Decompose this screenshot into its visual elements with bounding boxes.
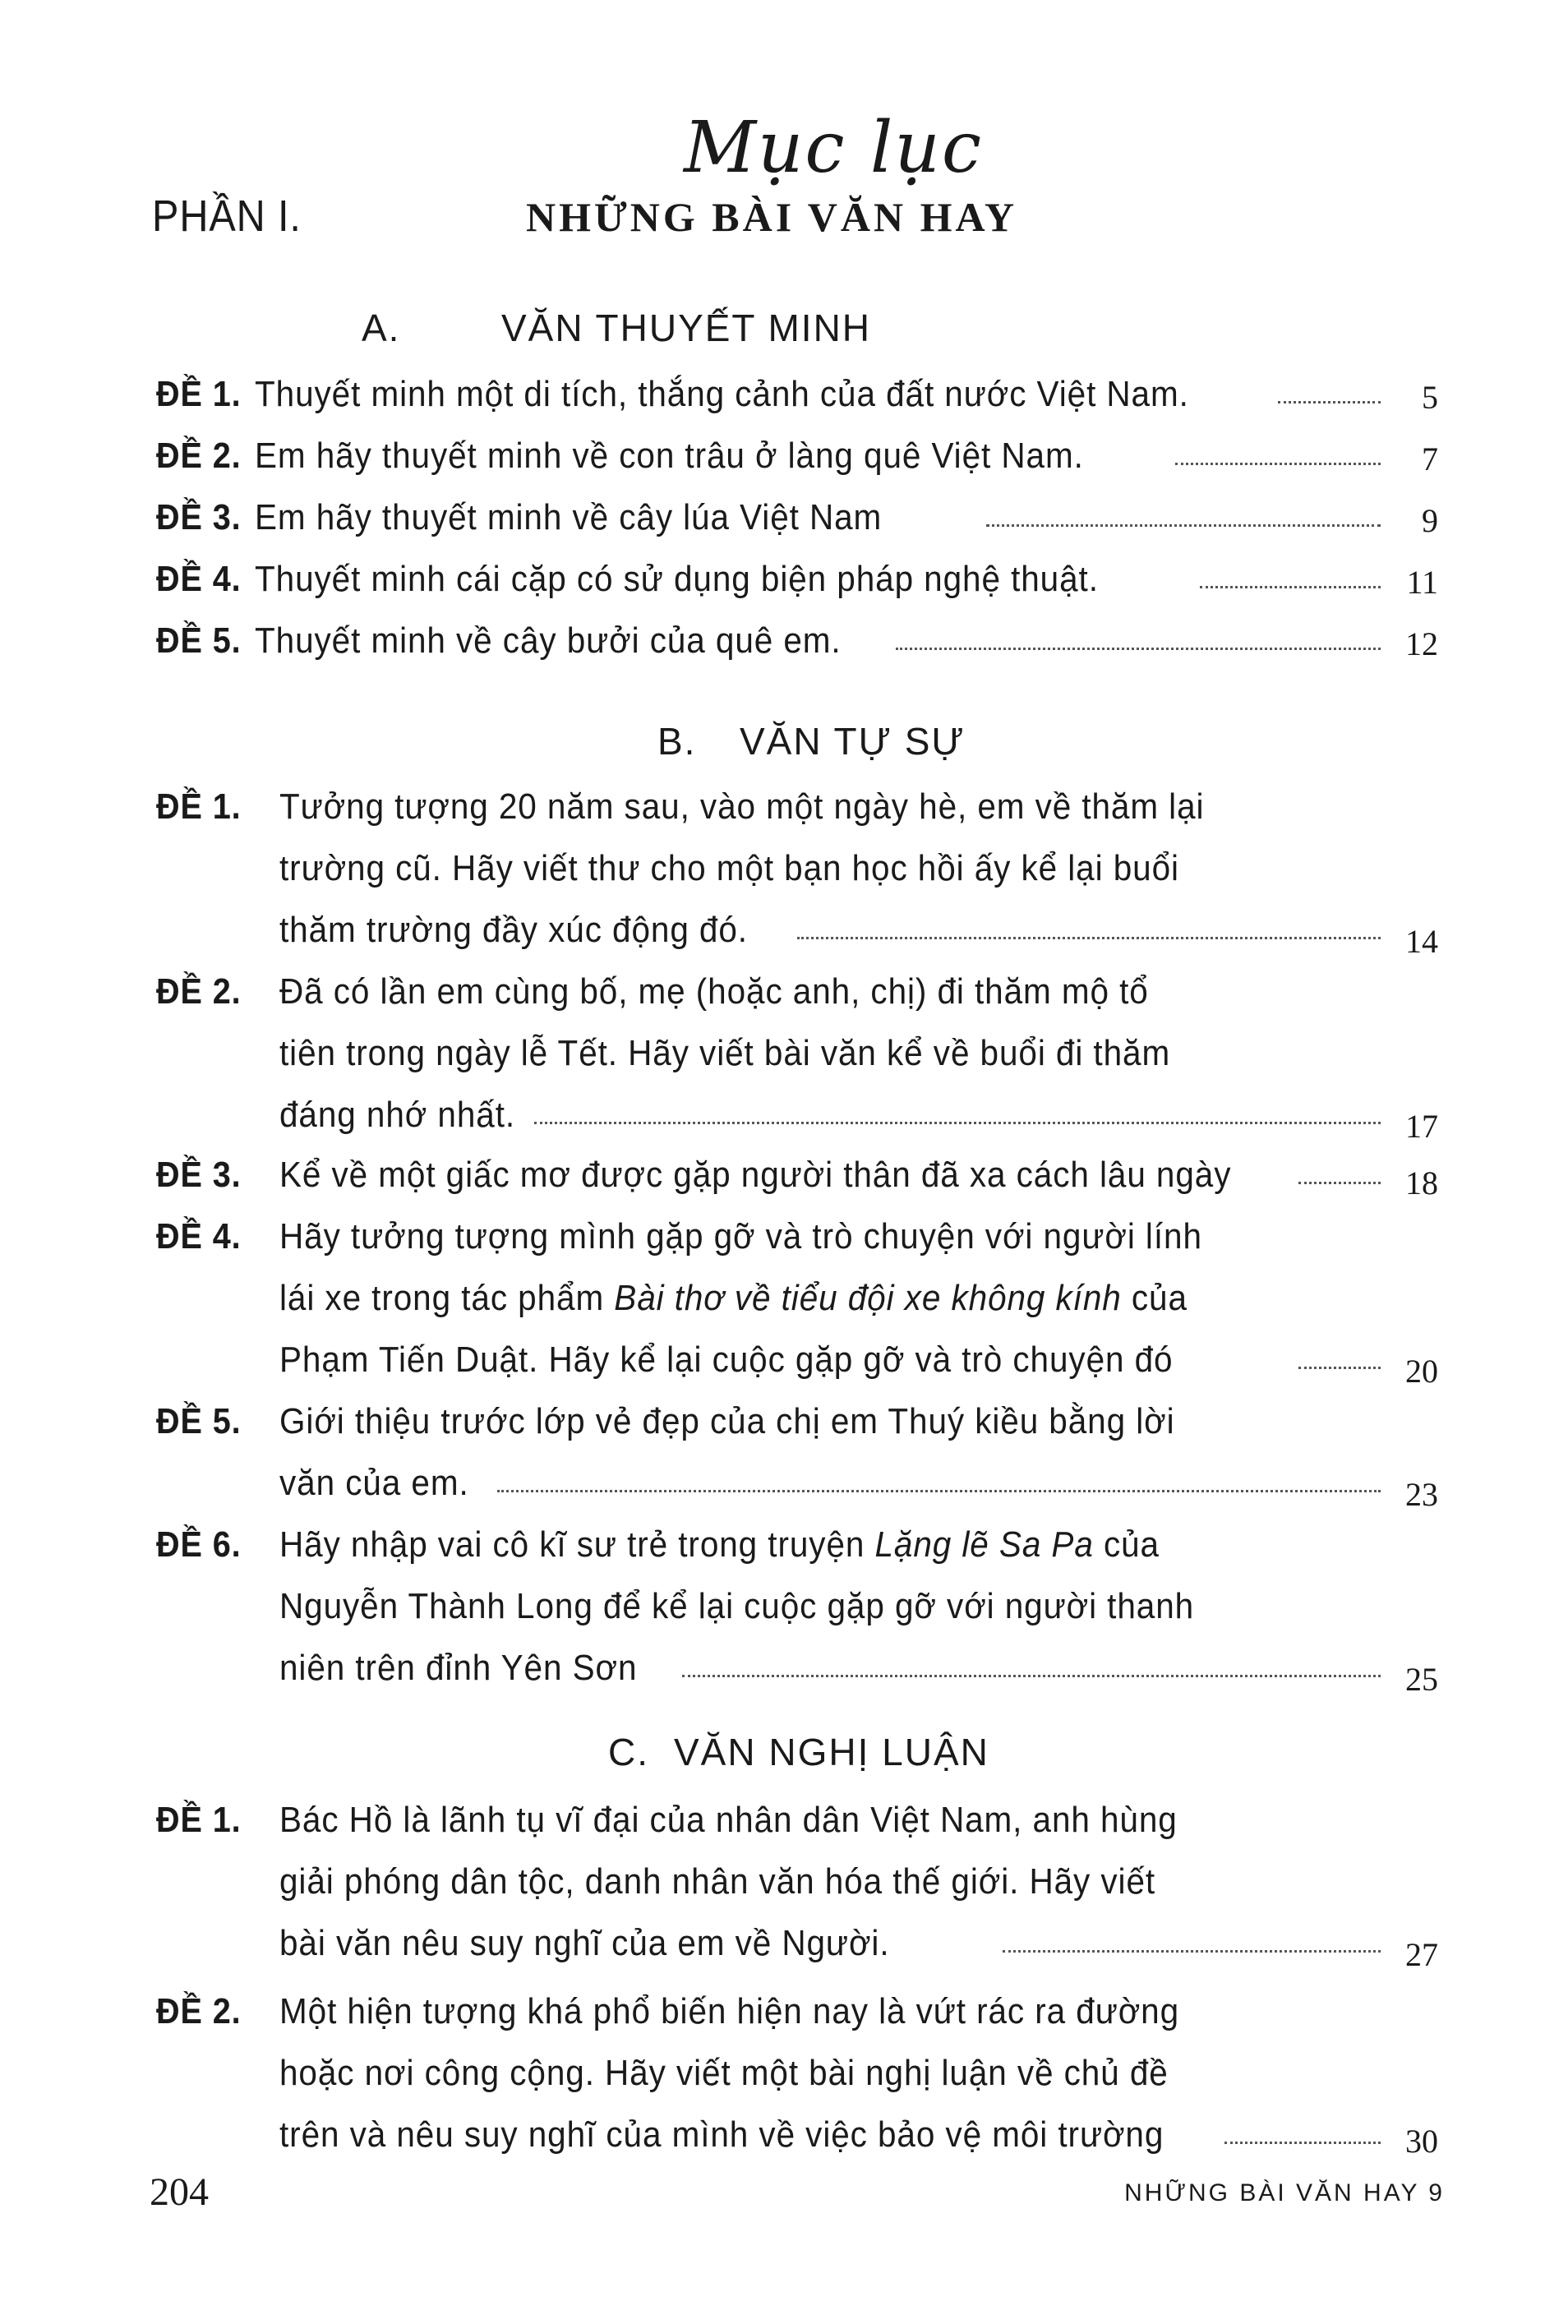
entry-text-line: trường cũ. Hãy viết thư cho một bạn học hồi ấy kể lại buổi: [279, 848, 1179, 888]
leader-dots: [1175, 463, 1381, 465]
entry-text-line: Kể về một giấc mơ được gặp người thân đã xa cách lâu ngày: [279, 1155, 1232, 1195]
toc-entry-b4-cont: [156, 1274, 1438, 1323]
leader-dots: [1298, 1367, 1381, 1369]
entry-text-line: Phạm Tiến Duật. Hãy kể lại cuộc gặp gỡ và trò chuyện đó: [279, 1340, 1174, 1380]
toc-entry-b5-last: [156, 1459, 1438, 1513]
section-name: VĂN TỰ SỰ: [740, 720, 966, 763]
leader-dots: [682, 1675, 1381, 1677]
entry-text-line: văn của em.: [279, 1463, 469, 1503]
entry-text-part: của: [1103, 1524, 1160, 1565]
toc-entry-b1[interactable]: [156, 782, 1438, 832]
entry-text-line: Hãy tưởng tượng mình gặp gỡ và trò chuyện với người lính: [279, 1216, 1202, 1257]
toc-entry-b6-cont: [156, 1582, 1438, 1631]
toc-entry-b6[interactable]: [156, 1520, 1438, 1570]
part-label: PHẦN I.: [152, 191, 302, 241]
entry-text: Em hãy thuyết minh về con trâu ở làng quê Việt Nam.: [255, 436, 1084, 476]
entry-page: 23: [1405, 1476, 1438, 1513]
entry-text-part: lái xe trong tác phẩm: [279, 1278, 605, 1318]
toc-entry-b4-last: [156, 1335, 1438, 1390]
entry-page: 11: [1406, 564, 1438, 601]
toc-entry-c2[interactable]: [156, 1987, 1438, 2036]
toc-entry-b2-cont: [156, 1029, 1438, 1078]
leader-dots: [1200, 586, 1381, 588]
entry-text-line: Tưởng tượng 20 năm sau, vào một ngày hè, em về thăm lại: [279, 786, 1205, 827]
toc-entry-b4[interactable]: [156, 1212, 1438, 1261]
entry-label: ĐỀ 5.: [156, 1401, 242, 1441]
entry-label: ĐỀ 1.: [156, 786, 242, 827]
toc-entry-b2[interactable]: [156, 967, 1438, 1017]
entry-page: 17: [1405, 1108, 1438, 1145]
entry-page: 5: [1422, 379, 1438, 416]
entry-text-line: Bác Hồ là lãnh tụ vĩ đại của nhân dân Việt Nam, anh hùng: [279, 1800, 1178, 1840]
toc-entry-c2-last: [156, 2110, 1438, 2160]
entry-page: 9: [1422, 502, 1438, 539]
entry-text-line: [279, 1520, 1160, 1570]
entry-label: ĐỀ 2.: [156, 1991, 242, 2031]
section-name: VĂN NGHỊ LUẬN: [674, 1731, 989, 1773]
entry-label: ĐỀ 6.: [156, 1524, 242, 1565]
entry-text-part: của: [1131, 1278, 1188, 1318]
toc-entry-c2-cont: [156, 2049, 1438, 2098]
toc-entry-c1-cont: [156, 1857, 1438, 1907]
entry-text-line: đáng nhớ nhất.: [279, 1095, 516, 1135]
entry-page: 27: [1405, 1936, 1438, 1973]
toc-entry-a4[interactable]: [156, 555, 1438, 604]
entry-page: 14: [1405, 923, 1438, 960]
section-letter: C.: [608, 1731, 649, 1773]
section-heading-c: [608, 1730, 989, 1774]
leader-dots: [1298, 1182, 1381, 1184]
entry-label: ĐỀ 4.: [156, 559, 242, 599]
entry-text-line: Một hiện tượng khá phổ biến hiện nay là vứt rác ra đường: [279, 1991, 1180, 2031]
leader-dots: [534, 1122, 1381, 1124]
toc-entry-b6-last: [156, 1644, 1438, 1698]
toc-entry-b1-last: [156, 906, 1438, 960]
entry-text-line: trên và nêu suy nghĩ của mình về việc bảo vệ môi trường: [279, 2114, 1164, 2155]
entry-text-line: hoặc nơi công cộng. Hãy viết một bài nghị luận về chủ đề: [279, 2053, 1169, 2093]
entry-text-line: Nguyễn Thành Long để kể lại cuộc gặp gỡ với người thanh: [279, 1586, 1195, 1626]
toc-entry-a3[interactable]: [156, 493, 1438, 542]
work-title-italic: Bài thơ về tiểu đội xe không kính: [614, 1278, 1122, 1318]
entry-text-line: tiên trong ngày lễ Tết. Hãy viết bài văn kể về buổi đi thăm: [279, 1033, 1171, 1073]
leader-dots: [986, 524, 1381, 527]
entry-page: 12: [1405, 625, 1438, 662]
toc-entry-b2-last: [156, 1091, 1438, 1145]
toc-entry-a2[interactable]: [156, 431, 1438, 481]
toc-entry-c1-last: [156, 1919, 1438, 1973]
entry-text-line: Đã có lần em cùng bố, mẹ (hoặc anh, chị) đi thăm mộ tổ: [279, 971, 1149, 1012]
toc-entry-b5[interactable]: [156, 1397, 1438, 1446]
section-letter: A.: [362, 307, 401, 349]
leader-dots: [1224, 2142, 1381, 2144]
entry-text-line: [279, 1274, 1188, 1323]
toc-entry-c1[interactable]: [156, 1796, 1438, 1845]
entry-text-line: thăm trường đầy xúc động đó.: [279, 910, 748, 950]
toc-entry-b3[interactable]: [156, 1150, 1438, 1200]
work-title-italic: Lặng lẽ Sa Pa: [874, 1524, 1094, 1565]
entry-text-part: Hãy nhập vai cô kĩ sư trẻ trong truyện: [279, 1524, 865, 1565]
entry-label: ĐỀ 1.: [156, 374, 242, 414]
section-name: VĂN THUYẾT MINH: [501, 307, 872, 349]
entry-text-line: niên trên đỉnh Yên Sơn: [279, 1648, 638, 1688]
entry-label: ĐỀ 3.: [156, 497, 242, 537]
entry-label: ĐỀ 1.: [156, 1800, 242, 1840]
section-heading-a: [362, 306, 871, 350]
leader-dots: [1003, 1950, 1381, 1953]
entry-label: ĐỀ 2.: [156, 436, 242, 476]
entry-text: Thuyết minh cái cặp có sử dụng biện pháp nghệ thuật.: [255, 559, 1099, 599]
footer-book-title: NHỮNG BÀI VĂN HAY 9: [1124, 2179, 1445, 2206]
footer-page-number: 204: [150, 2170, 209, 2214]
leader-dots: [797, 937, 1381, 939]
toc-entry-a5[interactable]: [156, 616, 1438, 666]
entry-text-line: giải phóng dân tộc, danh nhân văn hóa thế giới. Hãy viết: [279, 1861, 1156, 1902]
entry-text: Thuyết minh về cây bưởi của quê em.: [255, 620, 842, 661]
leader-dots: [896, 648, 1381, 650]
page-title: Mục lục: [683, 107, 983, 189]
entry-label: ĐỀ 5.: [156, 620, 242, 661]
entry-label: ĐỀ 2.: [156, 971, 242, 1012]
entry-text: Em hãy thuyết minh về cây lúa Việt Nam: [255, 497, 883, 537]
leader-dots: [1278, 401, 1381, 403]
part-title: NHỮNG BÀI VĂN HAY: [526, 194, 1018, 240]
entry-page: 7: [1422, 440, 1438, 477]
entry-page: 18: [1405, 1164, 1438, 1201]
entry-page: 20: [1405, 1353, 1438, 1390]
entry-label: ĐỀ 3.: [156, 1155, 242, 1195]
entry-page: 30: [1405, 2123, 1438, 2160]
section-letter: B.: [657, 720, 697, 763]
entry-page: 25: [1405, 1661, 1438, 1698]
entry-label: ĐỀ 4.: [156, 1216, 242, 1257]
entry-text-line: bài văn nêu suy nghĩ của em về Người.: [279, 1923, 890, 1963]
entry-text: Thuyết minh một di tích, thắng cảnh của đất nước Việt Nam.: [255, 374, 1189, 414]
entry-text-line: Giới thiệu trước lớp vẻ đẹp của chị em Thuý kiều bằng lời: [279, 1401, 1175, 1441]
toc-entry-b1-cont: [156, 844, 1438, 893]
toc-entry-a1[interactable]: [156, 370, 1438, 419]
leader-dots: [497, 1490, 1381, 1492]
section-heading-b: [657, 719, 966, 763]
